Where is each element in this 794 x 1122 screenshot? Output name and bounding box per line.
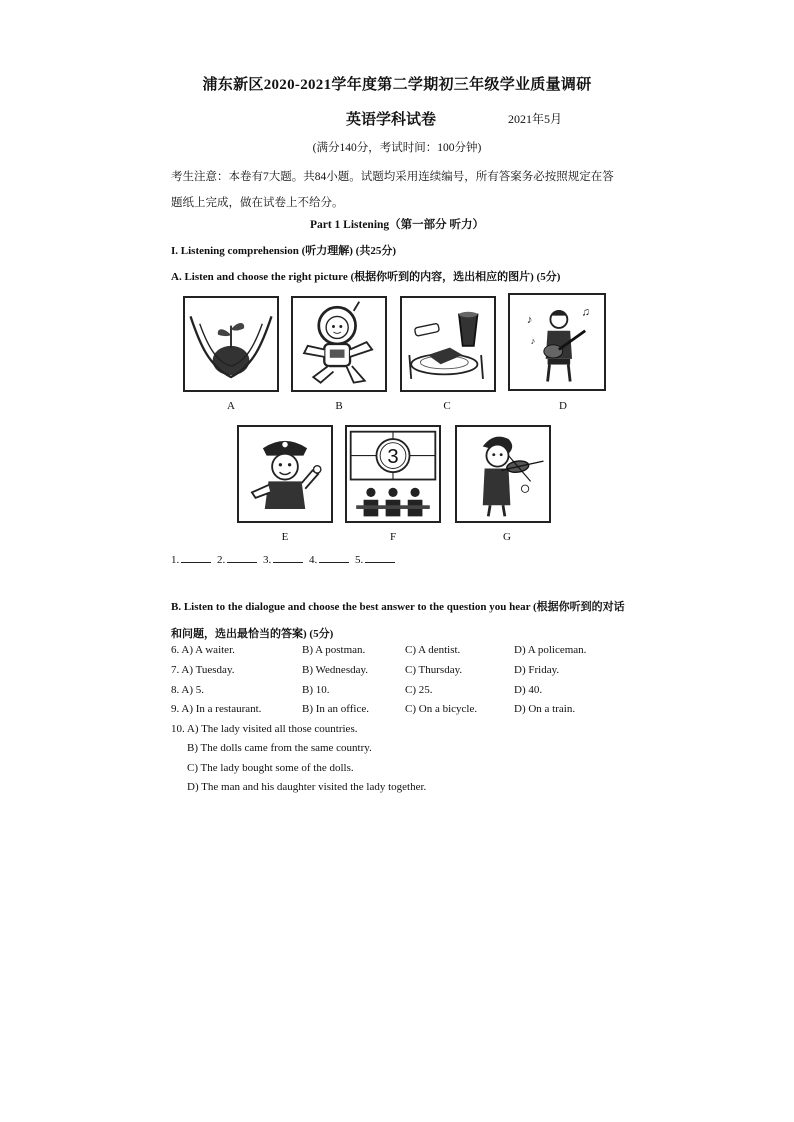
answer-blank-4[interactable] — [319, 552, 349, 563]
picture-a-letter: A — [227, 400, 235, 412]
picture-e-letter: E — [281, 531, 289, 543]
question-7-option-a: A) Tuesday. — [181, 664, 235, 676]
question-9 — [171, 703, 261, 715]
question-7-option-c: C) Thursday. — [405, 664, 463, 676]
picture-c — [400, 296, 496, 392]
question-8-num: 8. — [171, 684, 180, 696]
picture-e — [237, 425, 333, 523]
question-7 — [171, 664, 234, 676]
svg-text:♫: ♫ — [581, 306, 590, 319]
question-9-option-b: B) In an office. — [302, 703, 369, 715]
astronaut-icon — [293, 298, 385, 390]
answer-blank-1[interactable] — [181, 552, 211, 563]
question-7-option-d: D) Friday. — [514, 664, 560, 676]
notice-line-2: 题纸上完成，做在试卷上不给分。 — [171, 197, 344, 209]
question-7-num: 7. — [171, 664, 180, 676]
answer-blank-3[interactable] — [273, 552, 303, 563]
question-10-option-c: C) The lady bought some of the dolls. — [187, 762, 354, 774]
question-6-option-c: C) A dentist. — [405, 644, 461, 656]
question-7-option-b: B) Wednesday. — [302, 664, 369, 676]
question-10-option-b: B) The dolls came from the same country. — [187, 742, 372, 754]
violinist-icon — [457, 427, 549, 521]
question-8-option-c: C) 25. — [405, 684, 433, 696]
cinema-icon — [347, 427, 439, 521]
picture-a — [183, 296, 279, 392]
svg-text:♪: ♪ — [526, 314, 533, 327]
question-10-option-d: D) The man and his daughter visited the lady together. — [187, 781, 427, 793]
question-8 — [171, 684, 204, 696]
question-6-option-b: B) A postman. — [302, 644, 366, 656]
countdown-number: 3 — [387, 445, 399, 468]
question-9-option-a: A) In a restaurant. — [181, 703, 262, 715]
picture-d — [508, 293, 606, 391]
picture-b — [291, 296, 387, 392]
picture-g-letter: G — [503, 531, 511, 543]
part1-title: Part 1 Listening（第一部分 听力） — [309, 219, 485, 231]
guitarist-icon — [510, 295, 604, 389]
sectionA-title: A. Listen and choose the right picture (根据你听到的内容，选出相应的图片) (5分) — [171, 271, 561, 283]
answer-blanks — [171, 552, 398, 566]
question-9-num: 9. — [171, 703, 180, 715]
blank-label-4: 4. — [309, 554, 318, 566]
answer-blank-2[interactable] — [227, 552, 257, 563]
exam-date: 2021年5月 — [508, 112, 563, 126]
blank-label-2: 2. — [217, 554, 226, 566]
question-9-option-d: D) On a train. — [514, 703, 576, 715]
question-10 — [171, 723, 357, 735]
question-6-option-d: D) A policeman. — [514, 644, 587, 656]
notice-line-1: 考生注意：本卷有7大题。共84小题。试题均采用连续编号，所有答案务必按照规定在答 — [171, 171, 614, 183]
blank-label-1: 1. — [171, 554, 180, 566]
picture-b-letter: B — [335, 400, 343, 412]
notice — [171, 164, 626, 216]
picture-g — [455, 425, 551, 523]
score-info: (满分140分，考试时间：100分钟) — [312, 142, 482, 154]
sectionB-title: B. Listen to the dialogue and choose the best answer to the question you hear (根据你听到的对话和问题，选出最恰当的答案) (5分) — [171, 601, 625, 640]
blank-label-3: 3. — [263, 554, 272, 566]
picture-f — [345, 425, 441, 523]
question-8-option-b: B) 10. — [302, 684, 330, 696]
picture-d-letter: D — [559, 400, 567, 412]
picture-c-letter: C — [443, 400, 451, 412]
picture-f-letter: F — [389, 531, 397, 543]
question-6-option-a: A) A waiter. — [181, 644, 235, 656]
exam-title: 浦东新区2020-2021学年度第二学期初三年级学业质量调研 — [202, 77, 592, 93]
question-8-option-a: A) 5. — [181, 684, 205, 696]
question-10-num: 10. — [171, 723, 185, 735]
question-8-option-d: D) 40. — [514, 684, 543, 696]
question-9-option-c: C) On a bicycle. — [405, 703, 478, 715]
blank-label-5: 5. — [355, 554, 364, 566]
meal-icon — [402, 298, 494, 390]
question-6-num: 6. — [171, 644, 180, 656]
question-6 — [171, 644, 235, 656]
question-10-option-a: A) The lady visited all those countries. — [186, 723, 358, 735]
answer-blank-5[interactable] — [365, 552, 395, 563]
policeman-icon — [239, 427, 331, 521]
section1-title: I. Listening comprehension (听力理解) (共25分) — [171, 245, 396, 257]
hands-plant-icon — [185, 298, 277, 390]
subject-title: 英语学科试卷 — [346, 112, 437, 128]
svg-text:♪: ♪ — [530, 336, 536, 347]
